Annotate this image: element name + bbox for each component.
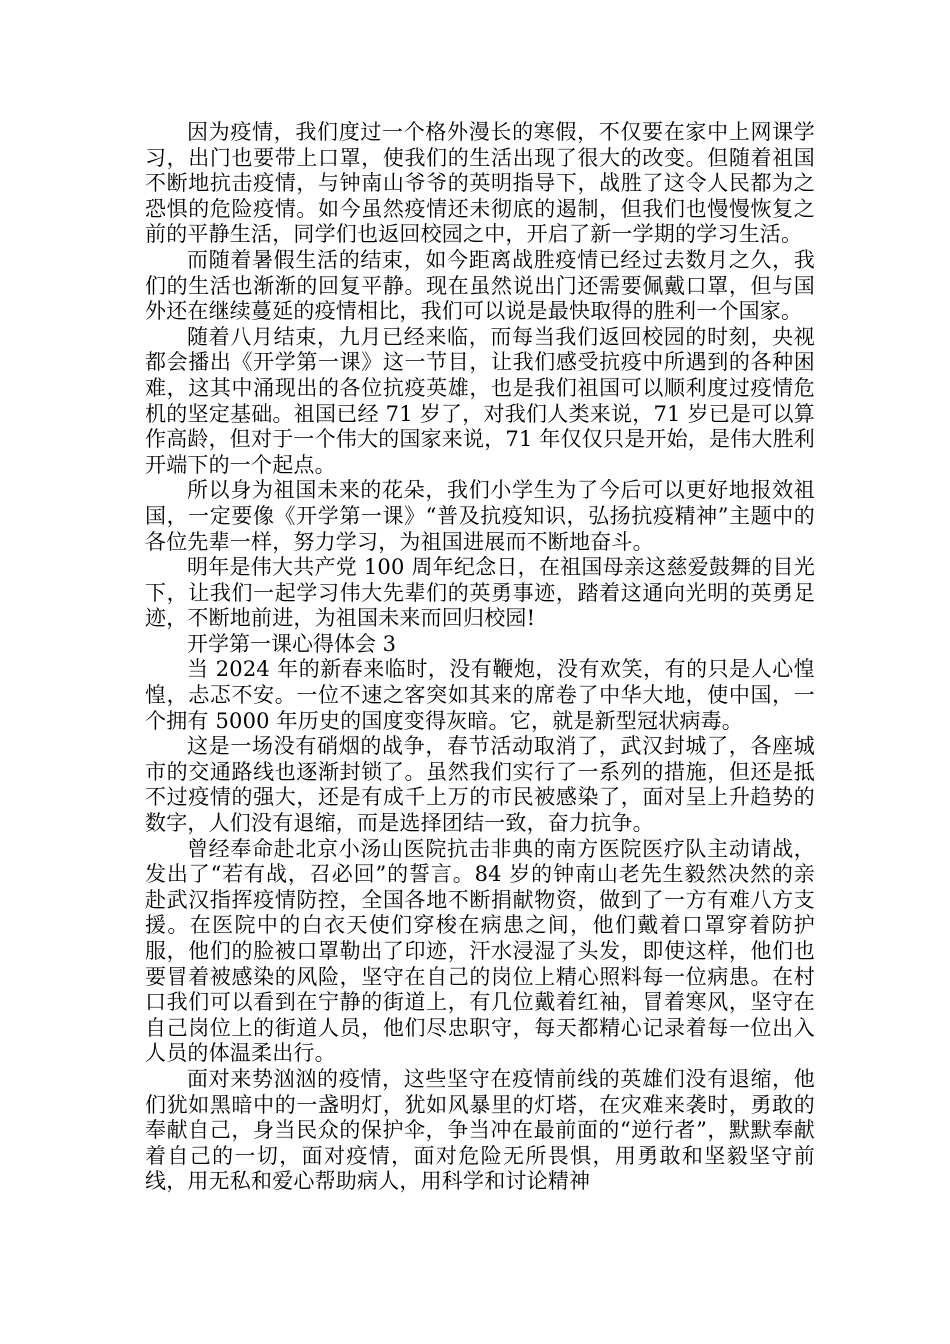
paragraph-2: 而随着暑假生活的结束，如今距离战胜疫情已经过去数月之久，我们的生活也渐渐的回复平静。现在虽然说出门还需要佩戴口罩，但与国外还在继续蔓延的疫情相比，我们可以说是最快取得的胜利一个国家。 [145,247,815,324]
paragraph-6: 当 2024 年的新春来临时，没有鞭炮，没有欢笑，有的只是人心惶惶，忐忑不安。一位不速之客突如其来的席卷了中华大地，使中国，一个拥有 5000 年历史的国度变得灰暗。它，就是新型冠状病毒。 [145,657,815,733]
paragraph-8: 曾经奉命赴北京小汤山医院抗击非典的南方医院医疗队主动请战，发出了“若有战，召必回”的誓言。84 岁的钟南山老先生毅然决然的亲赴武汉指挥疫情防控，全国各地不断捐献物资，做到了一方有难八方支援。在医院中的白衣天使们穿梭在病患之间，他们戴着口罩穿着防护服，他们的脸被口罩勒出了印迹，汗水浸湿了头发，即使这样，他们也要冒着被感染的风险，坚守在自己的岗位上精心照料每一位病患。在村口我们可以看到在宁静的街道上，有几位戴着红袖，冒着寒风，坚守在自己岗位上的街道人员，他们尽忠职守，每天都精心记录着每一位出入人员的体温柔出行。 [145,836,815,1066]
paragraph-4: 所以身为祖国未来的花朵，我们小学生为了今后可以更好地报效祖国，一定要像《开学第一课》“普及抗疫知识，弘扬抗疫精神”主题中的各位先辈一样，努力学习，为祖国进展而不断地奋斗。 [145,478,815,554]
paragraph-7: 这是一场没有硝烟的战争，春节活动取消了，武汉封城了，各座城市的交通路线也逐渐封锁了。虽然我们实行了一系列的措施，但还是抵不过疫情的强大，还是有成千上万的市民被感染了，面对呈上升趋势的数字，人们没有退缩，而是选择团结一致，奋力抗争。 [145,734,815,836]
paragraph-9: 面对来势汹汹的疫情，这些坚守在疫情前线的英雄们没有退缩，他们犹如黑暗中的一盏明灯，犹如风暴里的灯塔，在灾难来袭时，勇敢的奉献自己，身当民众的保护伞，争当冲在最前面的“逆行者”，默默奉献着自己的一切，面对疫情，面对危险无所畏惧，用勇敢和坚毅坚守前线，用无私和爱心帮助病人，用科学和讨论精神 [145,1066,815,1194]
paragraph-1: 因为疫情，我们度过一个格外漫长的寒假，不仅要在家中上网课学习，出门也要带上口罩，使我们的生活出现了很大的改变。但随着祖国不断地抗击疫情，与钟南山爷爷的英明指导下，战胜了这令人民都为之恐惧的危险疫情。如今虽然疫情还未彻底的遏制，但我们也慢慢恢复之前的平静生活，同学们也返回校园之中，开启了新一学期的学习生活。 [145,120,815,247]
paragraph-3: 随着八月结束，九月已经来临，而每当我们返回校园的时刻，央视都会播出《开学第一课》这一节目，让我们感受抗疫中所遇到的各种困难，这其中涌现出的各位抗疫英雄，也是我们祖国可以顺利度过疫情危机的坚定基础。祖国已经 71 岁了，对我们人类来说，71 岁已是可以算作高龄，但对于一个伟大的国家来说，71 年仅仅只是开始，是伟大胜利开端下的一个起点。 [145,324,815,477]
section-heading: 开学第一课心得体会 3 [187,631,397,656]
document-page [145,120,815,1195]
paragraph-5: 明年是伟大共产党 100 周年纪念日，在祖国母亲这慈爱鼓舞的目光下，让我们一起学习伟大先辈们的英勇事迹，踏着这通向光明的英勇足迹，不断地前进，为祖国未来而回归校园! [145,555,815,631]
